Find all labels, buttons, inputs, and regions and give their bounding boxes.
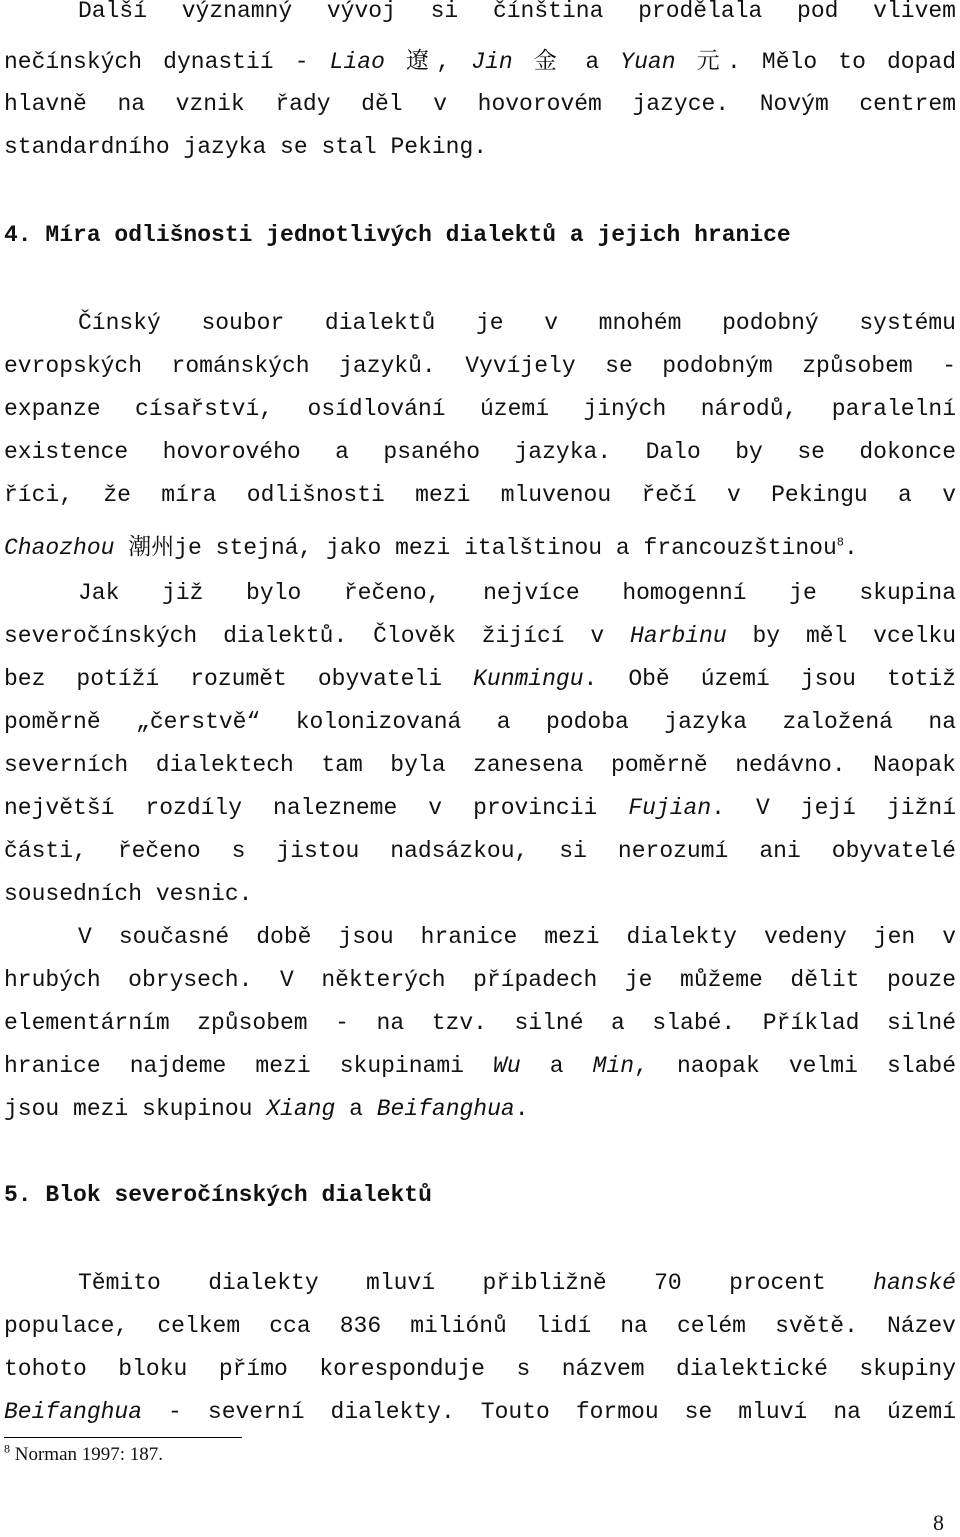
s4-p2-line-8: sousedních vesnic. — [4, 881, 253, 907]
intro-line-4: standardního jazyka se stal Peking. — [4, 134, 488, 160]
s4-p2-line-6: největší rozdíly nalezneme v provincii Fujian. V její jižní — [4, 795, 957, 821]
intro-line-3: hlavně na vznik řady děl v hovorovém jazyce. Novým centrem — [4, 91, 956, 117]
s4-p1-line-3: expanze císařství, osídlování území jiných národů, paralelní — [4, 396, 956, 422]
s5-p1-line-4: Beifanghua - severní dialekty. Touto formou se mluví na území — [4, 1399, 956, 1425]
s4-p2-line-2: severočínských dialektů. Člověk žijící v Harbinu by měl vcelku — [4, 623, 956, 649]
s4-p3-line-4: hranice najdeme mezi skupinami Wu a Min, naopak velmi slabé — [4, 1053, 956, 1079]
footnote-separator — [4, 1437, 242, 1438]
footnote-ref-8[interactable]: 8 — [836, 535, 844, 550]
s4-p1-line-6: Chaozhou 潮州je stejná, jako mezi italštinou a francouzštinou$^8$. — [4, 534, 858, 561]
intro-line-1: Další významný vývoj si čínština prodělala pod vlivem — [78, 0, 956, 24]
s5-p1-line-1: Těmito dialekty mluví přibližně 70 procent hanské — [78, 1270, 956, 1296]
s4-p1-line-1: Čínský soubor dialektů je v mnohém podobný systému — [78, 310, 956, 336]
s4-p2-line-5: severních dialektech tam byla zanesena poměrně nedávno. Naopak — [4, 752, 956, 778]
s4-p1-line-2: evropských románských jazyků. Vyvíjely se podobným způsobem - — [4, 353, 956, 379]
s4-p1-line-5: říci, že míra odlišnosti mezi mluvenou řečí v Pekingu a v — [4, 482, 956, 508]
s4-p2-line-3: bez potíží rozumět obyvateli Kunmingu. Obě území jsou totiž — [4, 666, 956, 692]
s4-p3-line-5: jsou mezi skupinou Xiang a Beifanghua. — [4, 1096, 529, 1122]
s4-p3-line-3: elementárním způsobem - na tzv. silné a slabé. Příklad silné — [4, 1010, 956, 1036]
s4-p2-line-1: Jak již bylo řečeno, nejvíce homogenní je skupina — [78, 580, 956, 606]
s4-p2-line-7: části, řečeno s jistou nadsázkou, si nerozumí ani obyvatelé — [4, 838, 956, 864]
section-5-heading: 5. Blok severočínských dialektů — [4, 1182, 432, 1208]
s5-p1-line-3: tohoto bloku přímo koresponduje s názvem dialektické skupiny — [4, 1356, 956, 1382]
s5-p1-line-2: populace, celkem cca 836 miliónů lidí na celém světě. Název — [4, 1313, 956, 1339]
s4-p3-line-1: V současné době jsou hranice mezi dialekty vedeny jen v — [78, 924, 956, 950]
s4-p2-line-4: poměrně „čerstvě“ kolonizovaná a podoba jazyka založená na — [4, 709, 956, 735]
intro-line-2: nečínských dynastií - Liao 遼, Jin 金 a Yuan 元. Mělo to dopad — [4, 48, 957, 75]
s4-p3-line-2: hrubých obrysech. V některých případech je můžeme dělit pouze — [4, 967, 956, 993]
section-4-heading: 4. Míra odlišnosti jednotlivých dialektů a jejich hranice — [4, 222, 791, 248]
page-number: 8 — [933, 1510, 944, 1535]
footnote-8: $^8$ Norman 1997: 187. — [4, 1441, 164, 1465]
s4-p1-line-4: existence hovorového a psaného jazyka. Dalo by se dokonce — [4, 439, 956, 465]
